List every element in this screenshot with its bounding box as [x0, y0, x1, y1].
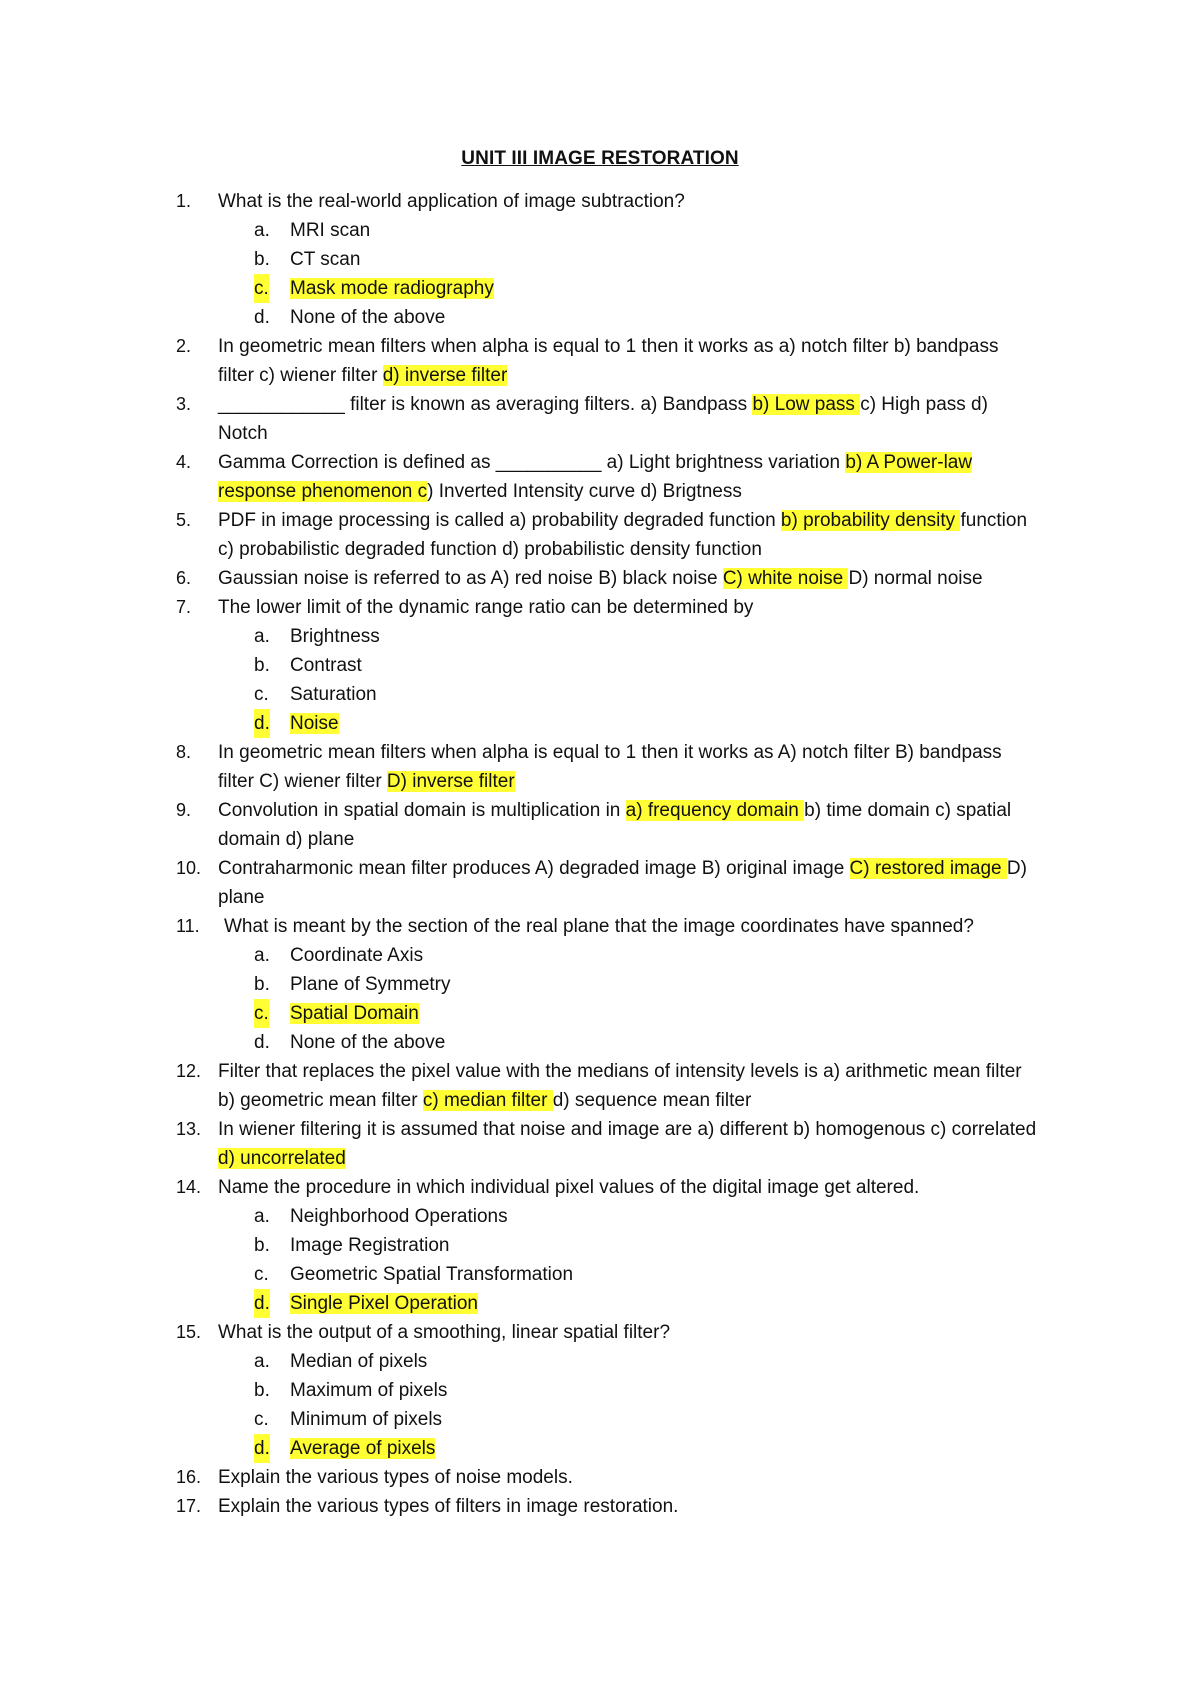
highlighted-answer: Single Pixel Operation [290, 1293, 478, 1314]
answer-option [0, 1231, 1200, 1260]
highlighted-answer: d) inverse filter [382, 365, 508, 386]
question-number: 10. [176, 858, 202, 878]
highlighted-answer: Average of pixels [290, 1438, 436, 1459]
question-text: function c) probabilistic degraded function d) probabilistic density function [218, 510, 1028, 560]
highlighted-answer: Spatial Domain [290, 1003, 419, 1024]
option-text: CT scan [290, 249, 361, 270]
question-number: 4. [176, 452, 192, 472]
answer-option [0, 680, 1200, 709]
option-letter: a. [254, 626, 270, 647]
option-letter: a. [254, 220, 270, 241]
option-letter: a. [254, 1206, 270, 1227]
question-item [0, 1173, 1038, 1202]
option-text: Minimum of pixels [290, 1409, 443, 1430]
question-text: Name the procedure in which individual pixel values of the digital image get altered. [218, 1177, 920, 1198]
question-item [0, 1115, 1038, 1173]
question-item [0, 1318, 1038, 1347]
question-text: ) Inverted Intensity curve d) Brigtness [427, 481, 742, 502]
option-letter: c. [254, 274, 269, 303]
question-text: What is the real-world application of image subtraction? [218, 191, 685, 212]
question-item [0, 1492, 1038, 1521]
option-text: Plane of Symmetry [290, 974, 451, 995]
question-number: 3. [176, 394, 192, 414]
answer-option [0, 941, 1200, 970]
highlighted-answer: d) uncorrelated [218, 1148, 346, 1169]
question-item [0, 390, 1038, 448]
option-letter: b. [254, 1380, 270, 1401]
question-item [0, 796, 1038, 854]
question-item [0, 332, 1038, 390]
question-text: Contraharmonic mean filter produces A) degraded image B) original image [218, 858, 850, 879]
question-text: Convolution in spatial domain is multiplication in [218, 800, 626, 821]
question-text: Filter that replaces the pixel value with the medians of intensity levels is a) arithmetic mean filter b) geometric mean filter [218, 1061, 1022, 1111]
answer-option [0, 651, 1200, 680]
question-text: In wiener filtering it is assumed that noise and image are a) different b) homogenous c) correlated [218, 1119, 1037, 1140]
question-item [0, 593, 1038, 622]
option-letter: a. [254, 1351, 270, 1372]
question-item [0, 1057, 1038, 1115]
question-item [0, 564, 1038, 593]
answer-option [0, 709, 1200, 738]
option-letter: c. [254, 1409, 269, 1430]
option-text: Contrast [290, 655, 362, 676]
answer-option [0, 1289, 1200, 1318]
option-letter: b. [254, 249, 270, 270]
answer-option [0, 999, 1200, 1028]
question-number: 1. [176, 191, 192, 211]
question-item [0, 912, 1044, 941]
answer-option [0, 303, 1200, 332]
option-text: Neighborhood Operations [290, 1206, 508, 1227]
option-text: Saturation [290, 684, 377, 705]
question-number: 2. [176, 336, 192, 356]
option-letter: c. [254, 999, 269, 1028]
question-text: Explain the various types of filters in image restoration. [218, 1496, 679, 1517]
question-text: Explain the various types of noise models. [218, 1467, 573, 1488]
highlighted-answer: C) restored image [849, 858, 1007, 879]
question-text: b) time domain c) spatial domain d) plane [218, 800, 1012, 850]
question-text: In geometric mean filters when alpha is equal to 1 then it works as a) notch filter b) bandpass filter c) wiener filter [218, 336, 999, 386]
option-text: Geometric Spatial Transformation [290, 1264, 574, 1285]
question-number: 11. [176, 916, 200, 936]
option-letter: d. [254, 1434, 270, 1463]
question-item [0, 738, 1038, 796]
question-item [0, 448, 1038, 506]
answer-option [0, 1405, 1200, 1434]
question-text: D) normal noise [848, 568, 983, 589]
question-text: D) plane [218, 858, 1027, 908]
question-text: PDF in image processing is called a) probability degraded function [218, 510, 781, 531]
question-number: 17. [176, 1496, 202, 1516]
question-text: What is the output of a smoothing, linear spatial filter? [218, 1322, 671, 1343]
answer-option [0, 1260, 1200, 1289]
answer-option [0, 274, 1200, 303]
option-letter: c. [254, 684, 269, 705]
question-item [0, 187, 1038, 216]
option-text: Image Registration [290, 1235, 450, 1256]
option-letter: d. [254, 1032, 270, 1053]
option-letter: a. [254, 945, 270, 966]
highlighted-answer: a) frequency domain [625, 800, 805, 821]
question-number: 12. [176, 1061, 202, 1081]
answer-option [0, 216, 1200, 245]
question-text: Gaussian noise is referred to as A) red noise B) black noise [218, 568, 723, 589]
option-letter: b. [254, 655, 270, 676]
question-text: The lower limit of the dynamic range ratio can be determined by [218, 597, 754, 618]
question-text: What is meant by the section of the real plane that the image coordinates have spanned? [224, 916, 974, 937]
answer-option [0, 1028, 1200, 1057]
question-text: d) sequence mean filter [552, 1090, 752, 1111]
highlighted-answer: C) white noise [722, 568, 849, 589]
option-letter: d. [254, 307, 270, 328]
question-number: 6. [176, 568, 192, 588]
option-text: Maximum of pixels [290, 1380, 448, 1401]
question-text: ____________ filter is known as averaging filters. a) Bandpass [218, 394, 753, 415]
option-letter: c. [254, 1264, 269, 1285]
option-text: Coordinate Axis [290, 945, 424, 966]
answer-option [0, 970, 1200, 999]
highlighted-answer: b) A Power-law response phenomenon c [218, 452, 973, 502]
answer-option [0, 1347, 1200, 1376]
option-text: None of the above [290, 1032, 446, 1053]
highlighted-answer: b) probability density [780, 510, 961, 531]
option-letter: b. [254, 974, 270, 995]
question-number: 8. [176, 742, 192, 762]
question-text: Gamma Correction is defined as __________ a) Light brightness variation [218, 452, 846, 473]
option-letter: d. [254, 709, 270, 738]
option-text: Brightness [290, 626, 380, 647]
option-letter: b. [254, 1235, 270, 1256]
question-item [0, 854, 1038, 912]
answer-option [0, 1376, 1200, 1405]
highlighted-answer: b) Low pass [752, 394, 861, 415]
question-item [0, 1463, 1038, 1492]
option-text: None of the above [290, 307, 446, 328]
question-text: c) High pass d) Notch [218, 394, 988, 444]
question-number: 14. [176, 1177, 202, 1197]
answer-option [0, 1202, 1200, 1231]
answer-option [0, 1434, 1200, 1463]
highlighted-answer: Noise [290, 713, 339, 734]
answer-option [0, 245, 1200, 274]
question-number: 5. [176, 510, 192, 530]
highlighted-answer: c) median filter [422, 1090, 553, 1111]
answer-option [0, 622, 1200, 651]
page-title: UNIT III IMAGE RESTORATION [461, 148, 739, 169]
question-text: In geometric mean filters when alpha is equal to 1 then it works as A) notch filter B) bandpass filter C) wiener filter [218, 742, 1002, 792]
question-number: 13. [176, 1119, 202, 1139]
highlighted-answer: D) inverse filter [386, 771, 515, 792]
question-number: 15. [176, 1322, 202, 1342]
option-text: Median of pixels [290, 1351, 428, 1372]
question-number: 16. [176, 1467, 202, 1487]
question-item [0, 506, 1038, 564]
question-number: 9. [176, 800, 192, 820]
highlighted-answer: Mask mode radiography [290, 278, 494, 299]
question-list [0, 187, 1200, 1521]
question-number: 7. [176, 597, 192, 617]
option-text: MRI scan [290, 220, 371, 241]
option-letter: d. [254, 1289, 270, 1318]
